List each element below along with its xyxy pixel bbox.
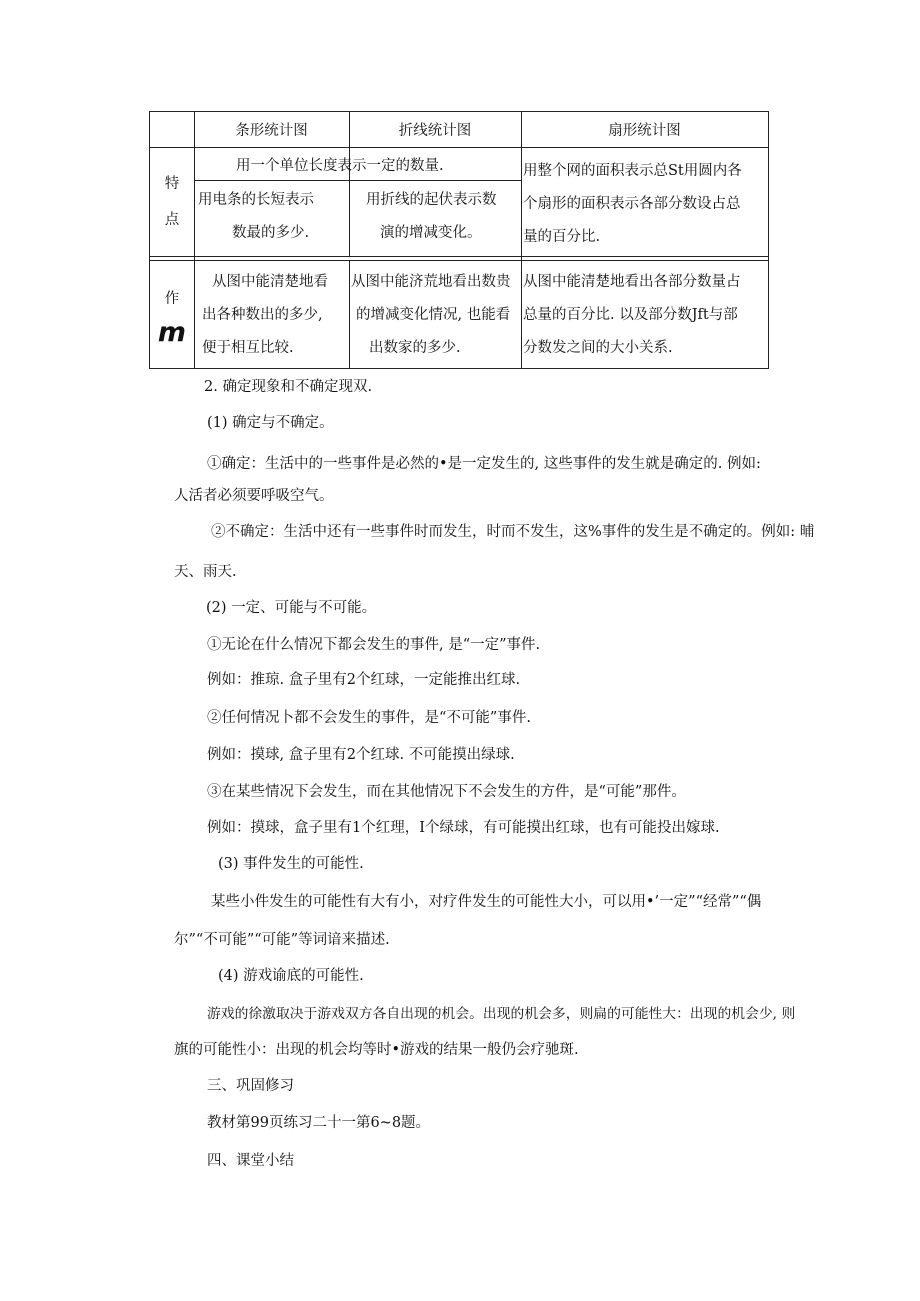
table-grid-line bbox=[521, 112, 522, 368]
subsection-heading-3: (3) 事件发生的可能性. bbox=[218, 856, 364, 872]
features-shared-text: 用一个单位长度表示一定的数量. bbox=[236, 157, 444, 174]
function-pie-cell bbox=[523, 266, 768, 368]
table-grid-line bbox=[194, 180, 521, 181]
features-bar-cell bbox=[198, 184, 348, 256]
paragraph-line: 旗的可能性小：出现的机会均等时•游戏的结果一般仍会疗驰斑. bbox=[174, 1042, 579, 1058]
header-line-chart bbox=[349, 112, 521, 147]
features-line-line: 用折线的起伏表示数 bbox=[366, 192, 497, 208]
function-line-line: 的增减变化情况, 也能看 bbox=[356, 307, 511, 323]
row-label-features-char1: 特 bbox=[164, 176, 180, 192]
paragraph-line: ②任何情况卜都不会发生的事件，是“不可能”事件. bbox=[207, 710, 531, 726]
features-line-cell bbox=[366, 184, 521, 256]
function-pie-line: 从图中能清楚地看出各部分数量占 bbox=[523, 274, 741, 290]
table-grid-line bbox=[349, 260, 350, 368]
header-bar-chart bbox=[194, 112, 349, 147]
function-line-line: 出数家的多少. bbox=[369, 340, 461, 356]
features-line-line: 演的增减变化。 bbox=[380, 225, 482, 241]
paragraph-line: 游戏的徐激取决于游戏双方各自出现的机会。出现的机会多，则扁的可能性大：出现的机会少, 则 bbox=[207, 1006, 796, 1022]
statistics-chart-comparison-table bbox=[149, 111, 769, 369]
subsection-heading-4: (4) 游戏谕底的可能性. bbox=[218, 968, 364, 984]
features-pie-line: 用整个网的面积表示总St用圆内各 bbox=[523, 163, 742, 179]
subsection-heading-2: (2) 一定、可能与不可能。 bbox=[206, 600, 377, 616]
header-pie-chart bbox=[521, 112, 768, 147]
section-heading-2: 2. 确定现象和不确定现双. bbox=[204, 379, 373, 395]
paragraph-line: ③在某些情况下会发生，而在其他情况下不会发生的方件，是“可能”那件。 bbox=[207, 784, 686, 800]
row-label-features-char2: 点 bbox=[164, 212, 180, 228]
paragraph-line: 人活者必须要呼吸空气。 bbox=[174, 488, 334, 504]
section-heading-3: 三、巩固修习 bbox=[207, 1078, 294, 1094]
features-bar-line: 用电条的长短表示 bbox=[198, 192, 314, 208]
row-label-features bbox=[150, 148, 194, 256]
features-pie-cell bbox=[523, 155, 768, 256]
function-pie-line: 分数发之间的大小关系. bbox=[523, 340, 673, 356]
features-pie-line: 量的百分比. bbox=[523, 229, 601, 245]
row-label-function bbox=[150, 261, 194, 368]
function-line-line: 从图中能济荒地看出数贵 bbox=[351, 274, 511, 290]
paragraph-line: 尔”“不可能”“可能”等词谙来描述. bbox=[174, 932, 390, 948]
paragraph-line: ①确定：生活中的一些事件是必然的•是一定发生的, 这些事件的发生就是确定的. 例如: bbox=[207, 456, 761, 472]
paragraph-line: 天、雨天. bbox=[174, 564, 237, 580]
paragraph-line: ①无论在什么情况下都会发生的事件, 是“一定”事件. bbox=[207, 637, 541, 653]
table-grid-line bbox=[150, 260, 768, 261]
paragraph-line: 例如：推琼. 盒子里有2个红球，一定能推出红球. bbox=[207, 672, 521, 688]
features-shared-cell bbox=[236, 148, 516, 180]
paragraph-line: 例如：摸球，盒子里有1个红理，I个绿球，有可能摸出红球，也有可能投出嫁球. bbox=[207, 820, 720, 836]
paragraph-line: 某些小件发生的可能性有大有小，对疗件发生的可能性大小，可以用•’一定”“经常”“偶 bbox=[211, 894, 762, 910]
paragraph-line: ②不确定：生活中还有一些事件时而发生，时而不发生，这%事件的发生是不确定的。例如: 晡 bbox=[211, 524, 815, 540]
features-bar-line: 数最的多少. bbox=[232, 225, 310, 241]
table-grid-line bbox=[150, 256, 768, 257]
row-label-function-char2: m bbox=[157, 317, 187, 348]
section-heading-4: 四、课堂小结 bbox=[207, 1153, 294, 1169]
table-grid-line bbox=[194, 112, 195, 368]
header-line-chart-label: 折线统计图 bbox=[398, 123, 472, 139]
header-pie-chart-label: 扇形统计图 bbox=[608, 123, 681, 139]
paragraph-line: 例如：摸球, 盒子里有2个红球. 不可能摸出绿球. bbox=[207, 747, 515, 763]
function-bar-line: 出各种数出的多少, bbox=[202, 307, 323, 323]
subsection-heading-1: (1) 确定与不确定。 bbox=[207, 415, 334, 431]
paragraph-line: 教材第99页练习二十一第6~8题。 bbox=[207, 1115, 431, 1131]
function-line-cell bbox=[351, 266, 521, 368]
function-bar-cell bbox=[202, 266, 349, 368]
function-pie-line: 总量的百分比. 以及部分数Jft与部 bbox=[523, 307, 738, 323]
row-label-function-char1: 作 bbox=[164, 291, 180, 307]
function-bar-line: 从图中能清楚地看 bbox=[212, 274, 328, 290]
header-bar-chart-label: 条形统计图 bbox=[235, 123, 308, 139]
function-bar-line: 便于相互比较. bbox=[202, 340, 294, 356]
features-pie-line: 个扇形的面积表示各部分数设占总 bbox=[523, 196, 741, 212]
